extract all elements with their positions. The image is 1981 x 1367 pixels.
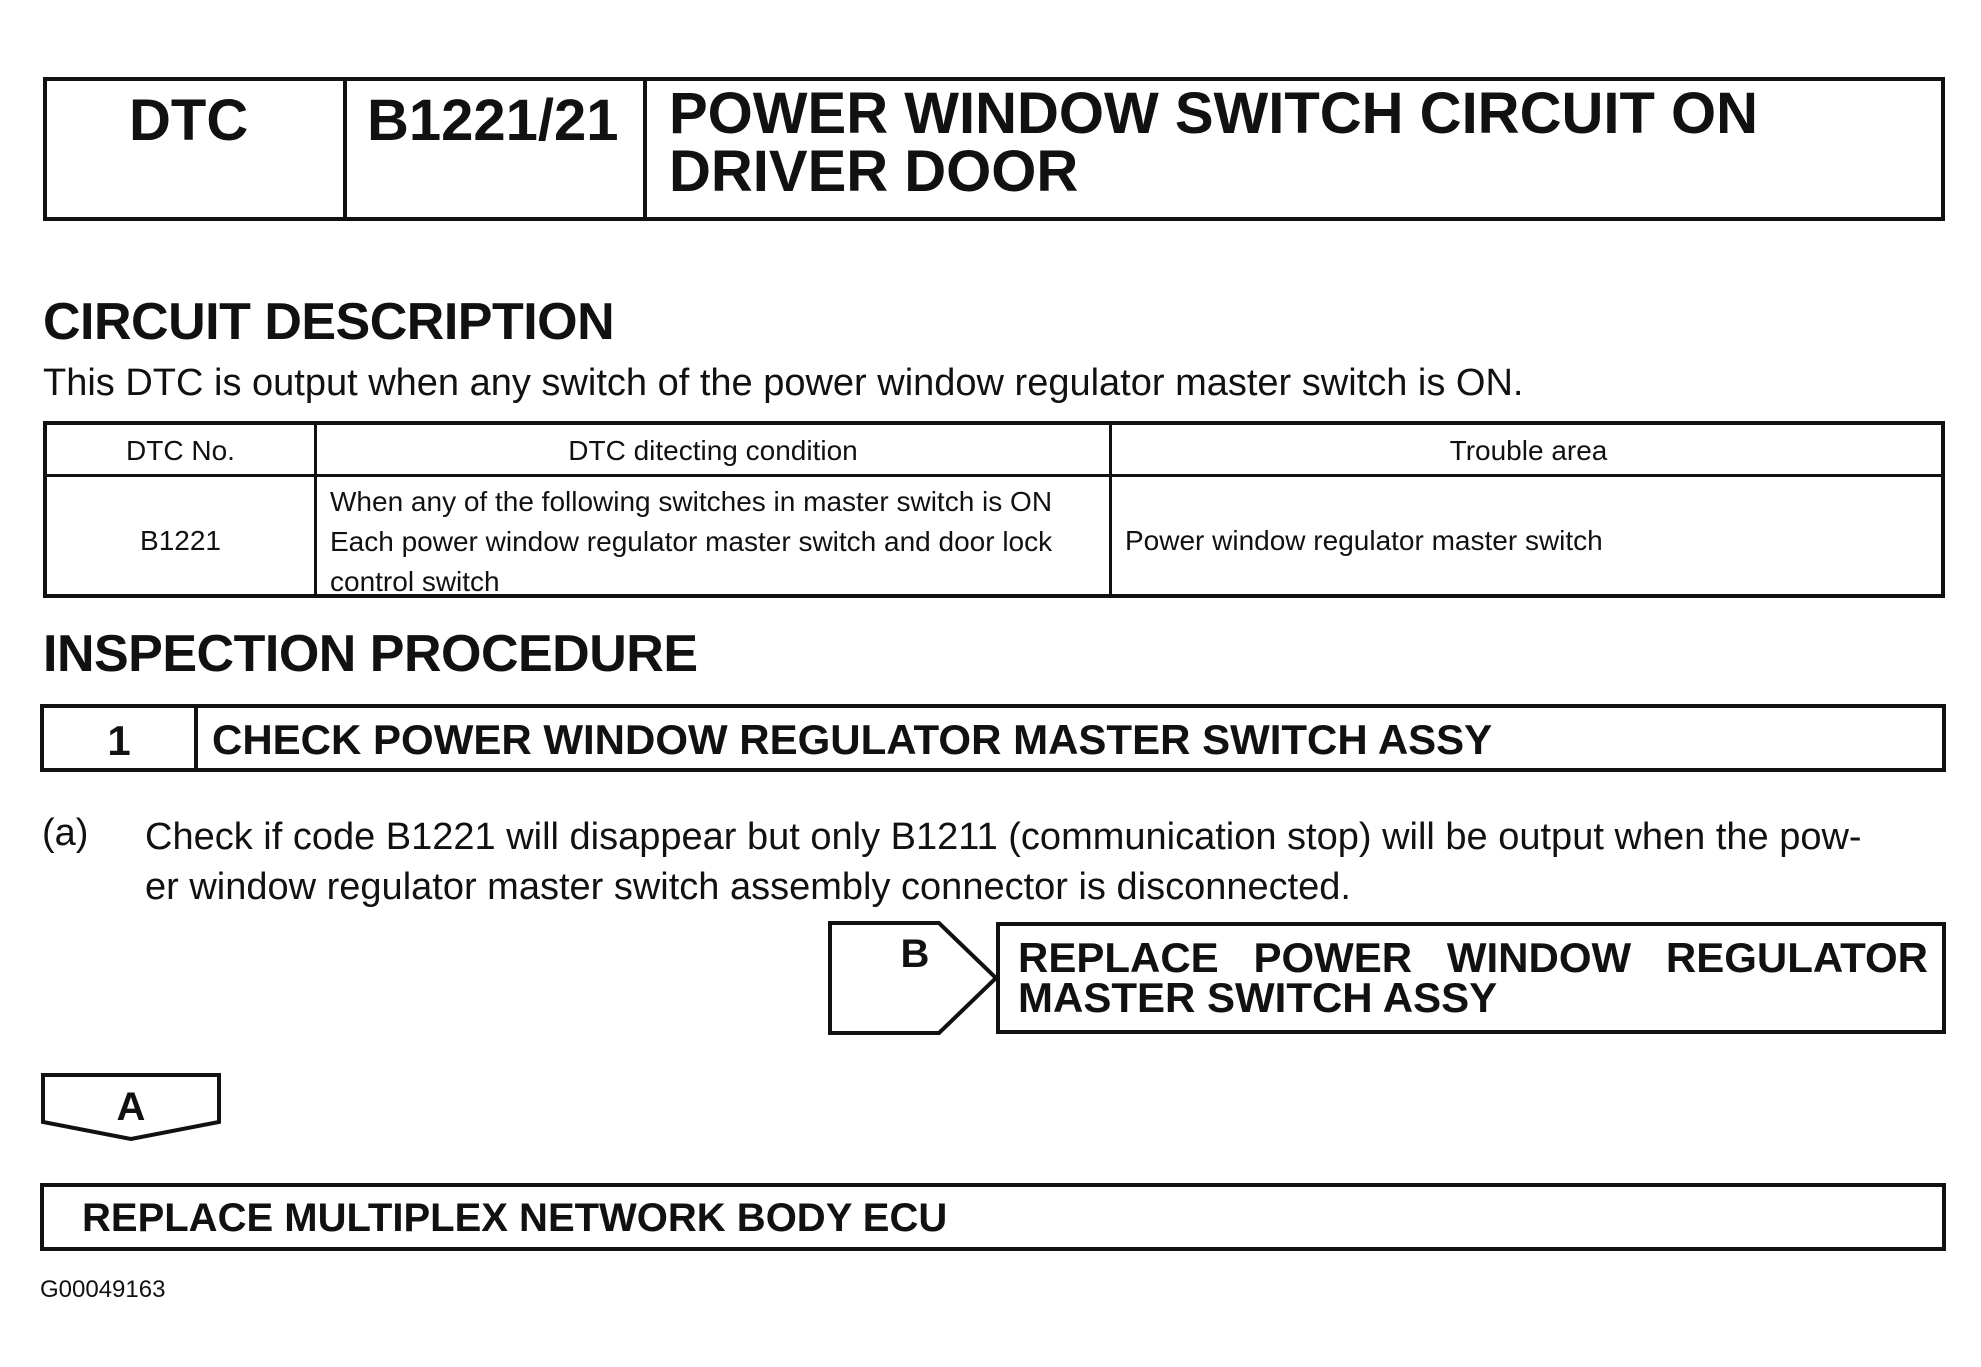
inspection-procedure-heading: INSPECTION PROCEDURE — [43, 625, 698, 683]
result-b-action-box — [996, 922, 1946, 1034]
dtc-code-cell — [347, 81, 647, 217]
result-b-action-line2: MASTER SWITCH ASSY — [1018, 974, 1498, 1021]
step-title: CHECK POWER WINDOW REGULATOR MASTER SWITCH ASSY — [212, 716, 1493, 763]
result-b-word: POWER — [1253, 934, 1413, 981]
substep-text — [145, 812, 1862, 912]
substep-label: (a) — [42, 812, 89, 854]
dtc-header-box — [43, 77, 1945, 221]
table-cell-trouble-area: Power window regulator master switch — [1125, 525, 1603, 556]
substep-line: Check if code B1221 will disappear but only B1211 (communication stop) will be output when the pow- — [145, 816, 1862, 858]
step-1-box — [40, 704, 1946, 772]
result-a-action: REPLACE MULTIPLEX NETWORK BODY ECU — [82, 1196, 948, 1240]
condition-line: Each power window regulator master switch and door lock — [330, 526, 1053, 557]
table-header-condition: DTC ditecting condition — [568, 435, 858, 466]
result-b-word: REGULATOR — [1665, 934, 1928, 981]
circuit-description-text: This DTC is output when any switch of the power window regulator master switch is ON. — [43, 362, 1524, 404]
result-b-word: REPLACE — [1018, 934, 1219, 981]
result-a-label: A — [116, 1085, 146, 1129]
table-header-divider — [47, 474, 1941, 477]
table-cell-dtc-code: B1221 — [140, 525, 221, 556]
dtc-code: B1221/21 — [367, 88, 619, 153]
dtc-label-cell — [47, 81, 347, 217]
figure-id: G00049163 — [40, 1276, 166, 1303]
result-b-label: B — [900, 932, 930, 976]
condition-line: When any of the following switches in master switch is ON — [330, 486, 1053, 517]
dtc-title-cell — [647, 81, 1941, 217]
table-header-trouble-area: Trouble area — [1449, 435, 1608, 466]
dtc-condition-table — [43, 421, 1945, 598]
dtc-label: DTC — [129, 88, 249, 153]
result-b-word: WINDOW — [1446, 934, 1632, 981]
dtc-title: POWER WINDOW SWITCH CIRCUIT ON DRIVER DOOR — [669, 81, 1759, 204]
substep-line: er window regulator master switch assembly connector is disconnected. — [145, 866, 1351, 908]
step-number: 1 — [107, 717, 131, 764]
circuit-description-heading: CIRCUIT DESCRIPTION — [43, 293, 615, 351]
condition-line: control switch — [330, 566, 500, 597]
table-header-dtc-no: DTC No. — [126, 435, 235, 466]
step-number-cell — [44, 708, 198, 768]
result-a-action-box — [40, 1183, 1946, 1251]
table-cell-condition — [330, 482, 1105, 602]
